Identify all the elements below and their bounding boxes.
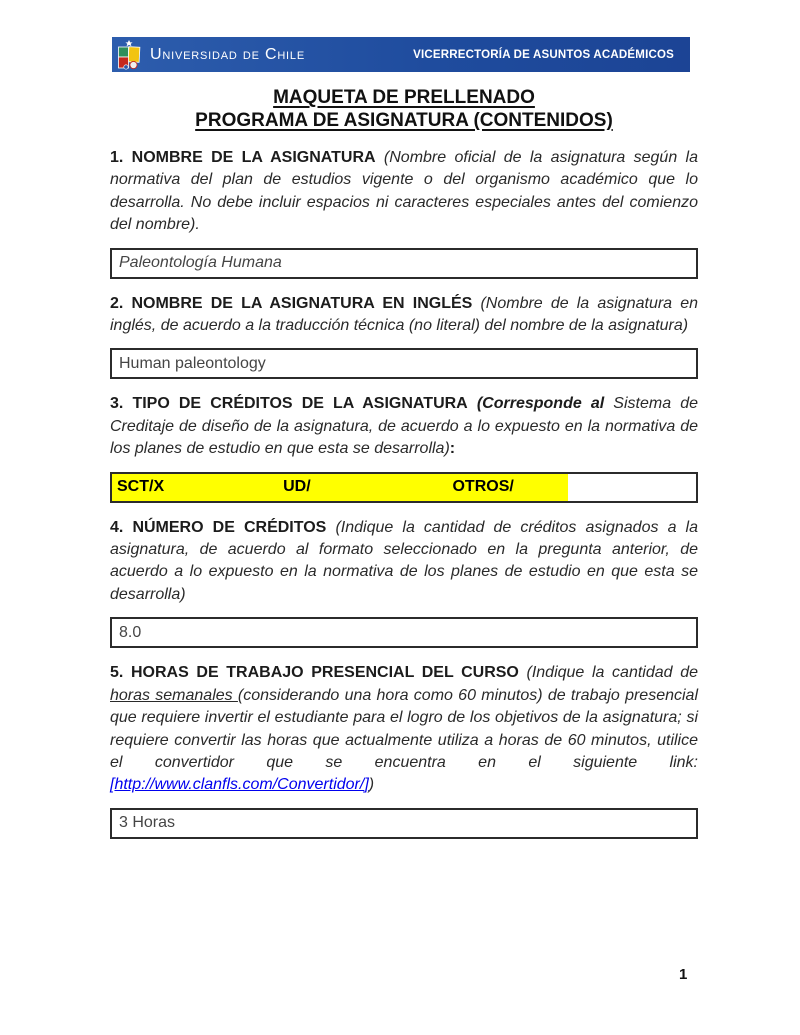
university-brand bbox=[117, 37, 305, 72]
answer-field-numero-creditos[interactable] bbox=[110, 617, 698, 648]
link-bracket-close: ] bbox=[364, 776, 369, 794]
question-4 bbox=[110, 517, 698, 607]
question-5-description bbox=[110, 664, 698, 793]
question-3 bbox=[110, 393, 698, 460]
question-5-number-title: 5. HORAS DE TRABAJO PRESENCIAL DEL CURSO bbox=[110, 664, 519, 682]
question-1-number-title: 1. NOMBRE DE LA ASIGNATURA bbox=[110, 149, 376, 166]
document-title-line2: PROGRAMA DE ASIGNATURA (CONTENIDOS) bbox=[195, 110, 613, 131]
credit-option-sct[interactable]: SCT/X bbox=[117, 478, 165, 496]
universidad-de-chile-logo bbox=[117, 40, 141, 70]
question-4-description: (Indique la cantidad de créditos asignados a la asignatura, de acuerdo al formato seleccionado en la pregunta anterior, de acuerdo a lo expuesto en la normativa de los planes de estudio en que esta se desarrolla) bbox=[110, 518, 699, 603]
document-title-line1: MAQUETA DE PRELLENADO bbox=[273, 87, 535, 108]
header-banner bbox=[112, 37, 690, 72]
question-3-number-title: 3. TIPO DE CRÉDITOS DE LA ASIGNATURA bbox=[110, 395, 468, 413]
answer-field-horas-presenciales[interactable] bbox=[110, 808, 698, 839]
question-5-desc-close: ) bbox=[368, 776, 375, 794]
question-4-number-title: 4. NÚMERO DE CRÉDITOS bbox=[110, 518, 327, 536]
document-content bbox=[110, 86, 698, 853]
credit-type-field[interactable] bbox=[110, 472, 698, 503]
answer-value-horas-presenciales: 3 Horas bbox=[119, 814, 176, 832]
question-5-desc-underlined: horas semanales bbox=[110, 686, 238, 704]
question-1-description: (Nombre oficial de la asignatura según la normativa del plan de estudios vigente o del organismo académico que lo desarrolla. No debe incluir espacios ni caracteres especiales antes del comienzo del nombre). bbox=[110, 149, 699, 234]
university-name: Universidad de Chile bbox=[150, 45, 305, 63]
convertidor-link[interactable]: http://www.clanfls.com/Convertidor/ bbox=[114, 776, 365, 794]
page-number: 1 bbox=[679, 966, 688, 983]
answer-field-nombre-ingles[interactable] bbox=[110, 348, 698, 379]
question-3-description-bold: (Corresponde al bbox=[476, 395, 605, 413]
question-3-description-colon: : bbox=[449, 440, 456, 458]
question-2-number-title: 2. NOMBRE DE LA ASIGNATURA EN INGLÉS bbox=[110, 294, 473, 312]
document-title bbox=[110, 86, 698, 132]
question-5-desc-part1: (Indique la cantidad de bbox=[526, 664, 698, 682]
question-5 bbox=[110, 662, 698, 796]
answer-value-numero-creditos: 8.0 bbox=[119, 623, 142, 641]
answer-value-nombre-ingles: Human paleontology bbox=[119, 354, 266, 372]
answer-value-nombre-asignatura: Paleontología Humana bbox=[119, 254, 282, 272]
credit-option-otros[interactable]: OTROS/ bbox=[452, 478, 514, 496]
question-1 bbox=[110, 147, 698, 237]
link-bracket-open: [ bbox=[110, 776, 115, 794]
question-5-desc-part2: (considerando una hora como 60 minutos) de trabajo presencial que requiere invertir el estudiante para el logro de los objetivos de la asignatura; si requiere convertir las horas que actualmente utiliza a horas de 60 minutos, utilice el convertidor que se encuentra en el siguiente link: bbox=[110, 686, 698, 771]
answer-field-nombre-asignatura[interactable] bbox=[110, 248, 698, 279]
credit-option-ud[interactable]: UD/ bbox=[283, 478, 311, 496]
question-2 bbox=[110, 293, 698, 338]
question-3-description-rest: Sistema de Creditaje de diseño de la asignatura, de acuerdo a lo expuesto en la normativa de los planes de estudio en que esta se desarrolla) bbox=[110, 395, 698, 458]
vicerrectoria-label: VICERRECTORÍA DE ASUNTOS ACADÉMICOS bbox=[413, 48, 674, 61]
question-2-description: (Nombre de la asignatura en inglés, de acuerdo a la traducción técnica (no literal) del nombre de la asignatura) bbox=[110, 294, 698, 335]
